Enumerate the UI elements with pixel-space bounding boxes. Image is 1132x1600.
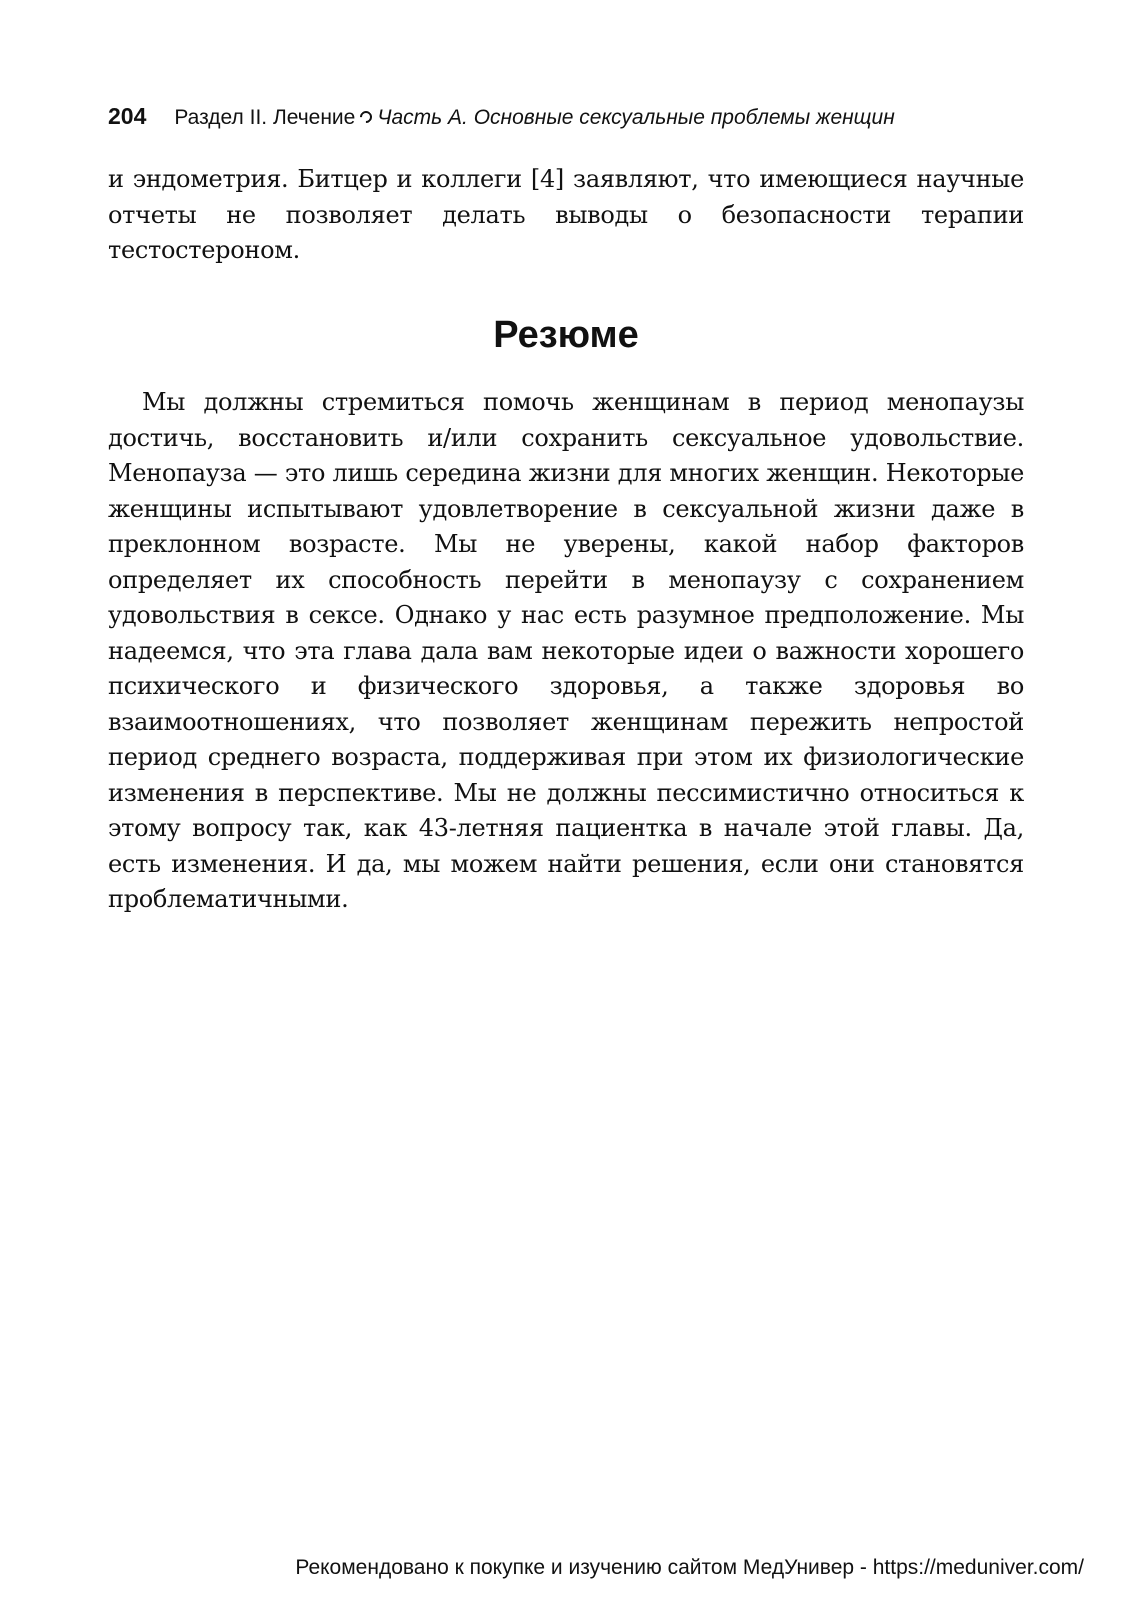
page-number: 204 xyxy=(108,103,147,129)
half-circle-bullet-icon xyxy=(358,109,375,126)
footer-recommendation: Рекомендовано к покупке и изучению сайтом МедУнивер - https://meduniver.com/ xyxy=(295,1556,1084,1579)
header-section-title: Раздел II. Лечение xyxy=(174,106,356,129)
paragraph-summary: Мы должны стремиться помочь женщинам в период менопаузы достичь, восстановить и/или сохранить сексуальное удовольствие. Менопауза — это лишь середина жизни для многих женщин. Некоторые женщины испытывают удовлетворение в сексуальной жизни даже в преклонном возрасте. Мы не уверены, какой набор факторов определяет их способность перейти в менопаузу с сохранением удовольствия в сексе. Однако у нас есть разумное предположение. Мы надеемся, что эта глава дала вам некоторые идеи о важности хорошего психического и физического здоровья, а также здоровья во взаимоотношениях, что позволяет женщинам пережить непростой период среднего возраста, поддерживая при этом их физиологические изменения в перспективе. Мы не должны пессимистично относиться к этому вопросу так, как 43-летняя пациентка в начале этой главы. Да, есть изменения. И да, мы можем найти решения, если они становятся проблематичными. xyxy=(108,388,1024,913)
paragraph-continuation: и эндометрия. Битцер и коллеги [4] заявляют, что имеющиеся научные отчеты не позволяет делать выводы о безопасности терапии тестостероном. xyxy=(108,165,1024,264)
section-heading: Резюме xyxy=(493,314,639,356)
header-part-title: Часть А. Основные сексуальные проблемы женщин xyxy=(377,106,895,129)
running-header xyxy=(108,101,1028,133)
